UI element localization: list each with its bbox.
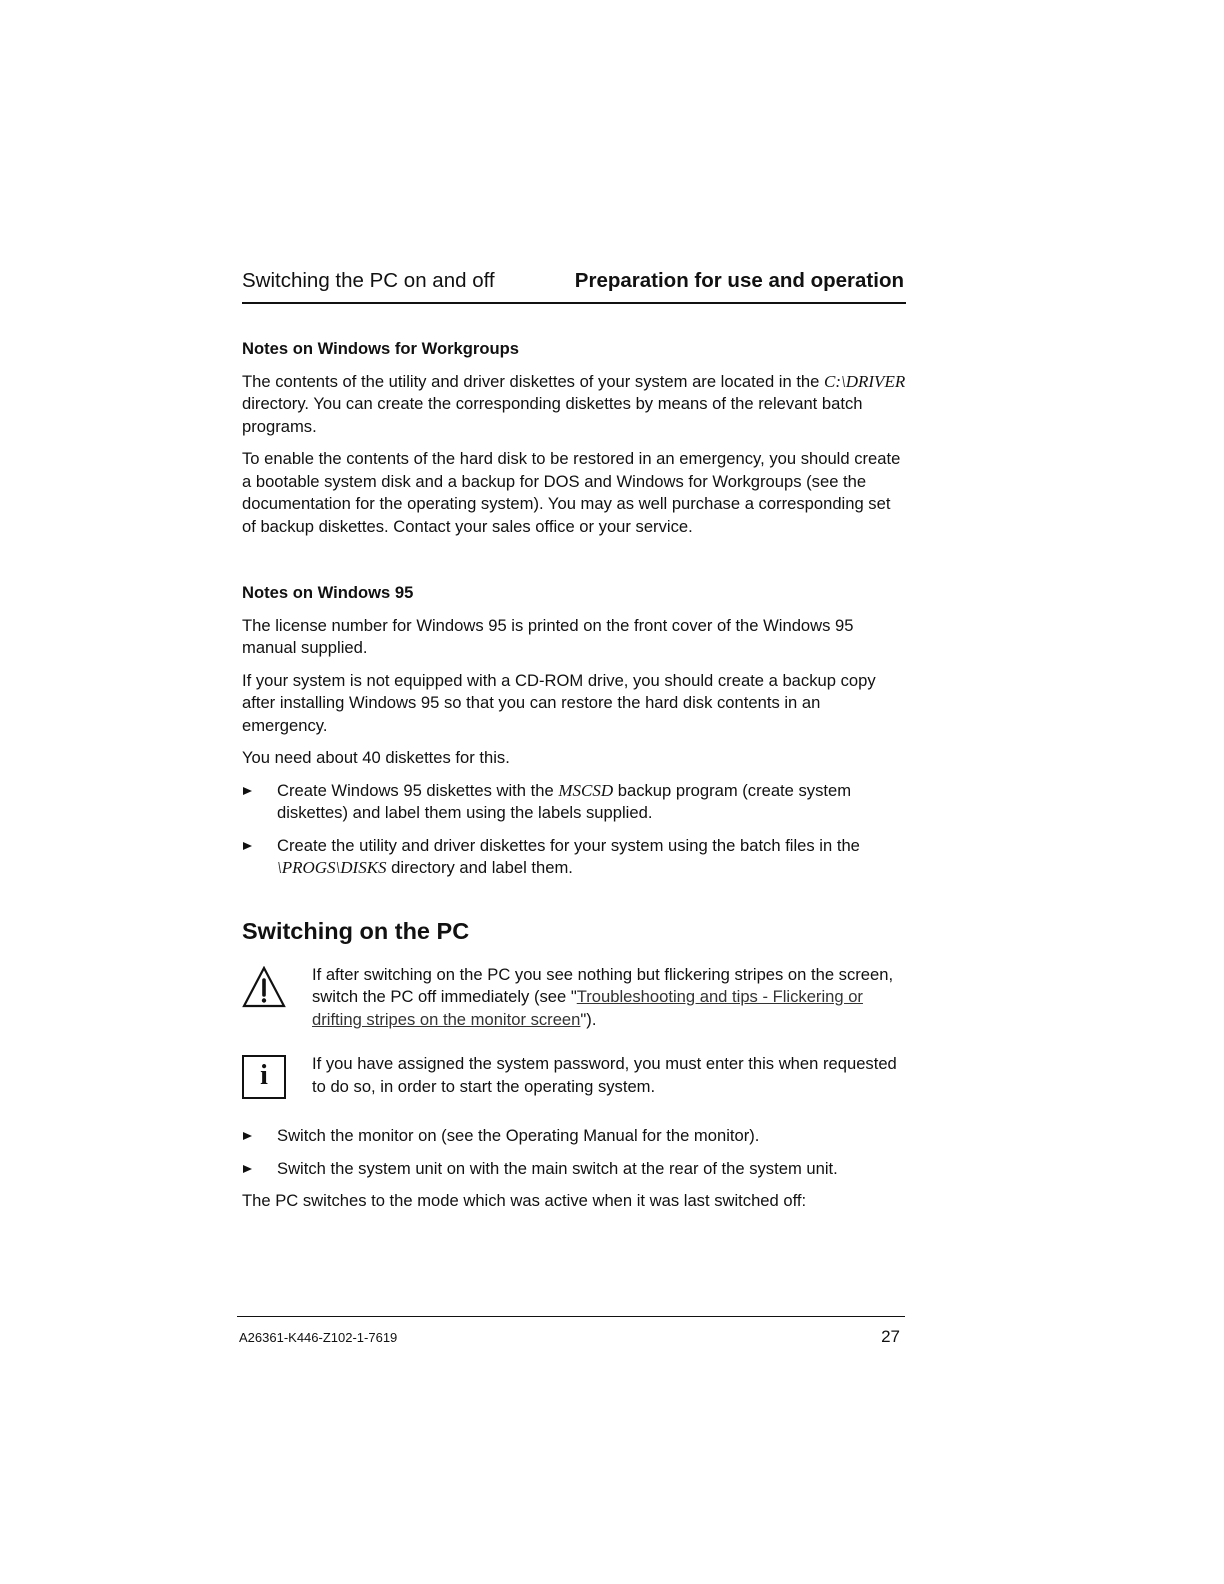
step-2-text: Switch the system unit on with the main switch at the rear of the system unit. (277, 1158, 838, 1178)
win95-paragraph-1: The license number for Windows 95 is printed on the front cover of the Windows 95 manual supplied. (242, 615, 854, 657)
warning-icon (242, 966, 286, 1008)
warning-text-a: If after switching on the PC you see nothing but flickering stripes on the screen, switch the PC off immediately (see " (312, 964, 894, 1006)
win95-paragraph-2: If your system is not equipped with a CD-ROM drive, you should create a backup copy after installing Windows 95 so that you can restore the hard disk contents in an emergency. (242, 670, 876, 735)
bullet-arrow-icon (243, 787, 252, 795)
bullet2-text-a: Create the utility and driver diskettes for your system using the batch files in the (277, 835, 860, 855)
step-2 (242, 1158, 906, 1181)
workgroups-heading: Notes on Windows for Workgroups (242, 339, 520, 358)
closing-paragraph: The PC switches to the mode which was active when it was last switched off: (242, 1191, 807, 1210)
bullet-arrow-icon (243, 842, 252, 850)
document-number: A26361-K446-Z102-1-7619 (239, 1330, 398, 1345)
step-1-text: Switch the monitor on (see the Operating Manual for the monitor). (277, 1126, 760, 1145)
info-text: If you have assigned the system password, you must enter this when requested to do so, in order to start the operating system. (312, 1054, 897, 1096)
warning-text-b: "). (580, 1009, 597, 1029)
step-1 (242, 1125, 906, 1148)
win95-bullet-2 (242, 835, 906, 880)
running-header (242, 268, 906, 304)
troubleshooting-link[interactable]: Troubleshooting and tips - Flickering or drifting stripes on the monitor screen (312, 987, 863, 1029)
section-spacer (242, 548, 906, 582)
win95-bullet-1 (242, 780, 906, 825)
disks-path: \PROGS\DISKS (277, 858, 387, 877)
bullet1-text-b: backup program (create system diskettes) and label them using the labels supplied. (277, 780, 852, 822)
chapter-title: Preparation for use and operation (574, 269, 904, 292)
switching-on-heading: Switching on the PC (242, 917, 470, 944)
warning-note (242, 964, 906, 1032)
bullet1-text-a: Create Windows 95 diskettes with the (277, 780, 554, 800)
info-glyph: i (260, 1060, 268, 1091)
win95-heading: Notes on Windows 95 (242, 583, 414, 602)
bullet-arrow-icon (243, 1165, 252, 1173)
workgroups-p1-text-b: directory. You can create the corresponding diskettes by means of the relevant batch programs. (242, 394, 863, 436)
section-title: Switching the PC on and off (242, 269, 495, 292)
workgroups-paragraph-2: To enable the contents of the hard disk to be restored in an emergency, you should create a bootable system disk and a backup for DOS and Windows for Workgroups (see the documentation for the operating system). You may as well purchase a corresponding set of backup diskettes. Contact your sales office or your service. (242, 449, 901, 536)
bullet2-text-b: directory and label them. (391, 858, 573, 877)
info-icon (242, 1055, 286, 1099)
info-note (242, 1047, 906, 1103)
mscsd-program: MSCSD (558, 780, 614, 800)
driver-path: C:\DRIVER (824, 371, 906, 391)
workgroups-p1-text-a: The contents of the utility and driver diskettes of your system are located in the (242, 371, 820, 391)
page-number: 27 (881, 1327, 900, 1346)
footer-divider (237, 1316, 905, 1317)
bullet-arrow-icon (243, 1132, 252, 1140)
page-content (242, 338, 906, 1223)
win95-paragraph-3: You need about 40 diskettes for this. (242, 748, 510, 767)
workgroups-paragraph-1 (242, 371, 906, 439)
